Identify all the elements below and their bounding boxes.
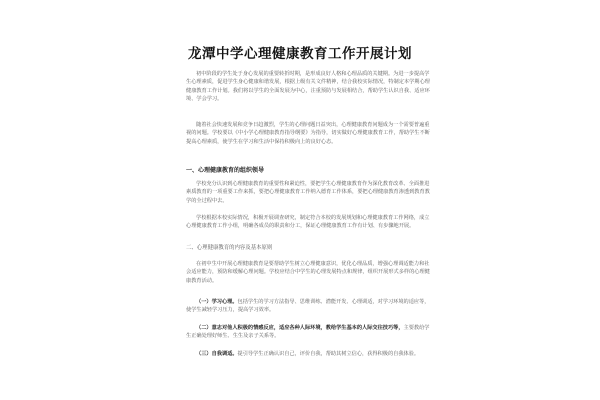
paragraph-background: 随着社会快速发展和竞争日趋激烈，学生的心理问题日益突出，心理健康教育问题成为一个需要普遍重视的问题。学校要以《中小学心理健康教育指导纲要》为指导，切实做好心理健康教育工作，帮助学生不断提高心理素质，使学生在学习和生活中保持积极向上的良好心态。: [186, 122, 430, 145]
paragraph-content: 在初中生中开展心理健康教育是要帮助学生树立心理健康意识，优化心理品质，增强心理调适能力和社会适应能力，预防和缓解心理问题。学校应结合中学生的心理发展特点和规律，组织开展形式多样的心理健康教育活动。: [186, 261, 430, 284]
section-heading-organization: 一、心理健康教育的组织领导: [186, 167, 265, 174]
list-item-relations-text: 主要教给学生正确处理好师生、生生及亲子关系等。: [186, 325, 430, 340]
list-item-learning: [186, 298, 434, 315]
list-item-self: [186, 350, 434, 358]
paragraph-planning: 学校根据本校实际情况，积极开展调查研究，制定符合本校的发展规划和心理健康教育工作网络，成立心理健康教育工作小组，明确各成员的职责和分工，保证心理健康教育工作有计划、有步骤地开展。: [186, 215, 430, 230]
paragraph-intro: 初中阶段的学生处于身心发展的重要转折时期，是形成良好人格和心理品质的关键期。为进一步提高学生心理素质，促进学生身心健康和谐发展，根据上级有关文件精神，结合我校实际情况，特制定本学期心理健康教育工作计划。我们将以学生的全面发展为中心，注重预防与发展相结合，帮助学生认识自我、适应环境、学会学习。: [186, 71, 430, 103]
document-title: 龙潭中学心理健康教育工作开展计划: [188, 46, 412, 62]
list-item-self-text: 提引导学生正确认识自己，评价自我，帮助其树立信心，获得积极的自我体验。: [237, 351, 420, 357]
list-item-learning-text: 包括学生的学习方法指导、思维训练、潜能开发、心理调适，对学习环境的适应等，使学生减轻学习压力，提高学习效率。: [186, 299, 430, 314]
section-heading-content: 二、心理健康教育的内容及基本原则: [186, 245, 273, 251]
list-item-relations: [186, 324, 434, 341]
list-item-self-lead: （三）自我调适。: [196, 351, 238, 357]
document-page: [140, 0, 460, 400]
list-item-relations-lead: （二）意志对他人积极的情感反应，适应各种人际环境，教给学生基本的人际交往技巧等，: [196, 325, 404, 331]
paragraph-organization: 学校充分认识到心理健康教育的重要性和紧迫性，要把学生心理健康教育作为深化教育改革、全面推进素质教育的一项重要工作来抓，要把心理健康教育工作纳入德育工作体系，要把心理健康教育渗透到教育教学的全过程中去。: [186, 181, 430, 204]
list-item-learning-lead: （一）学习心理。: [196, 299, 238, 305]
